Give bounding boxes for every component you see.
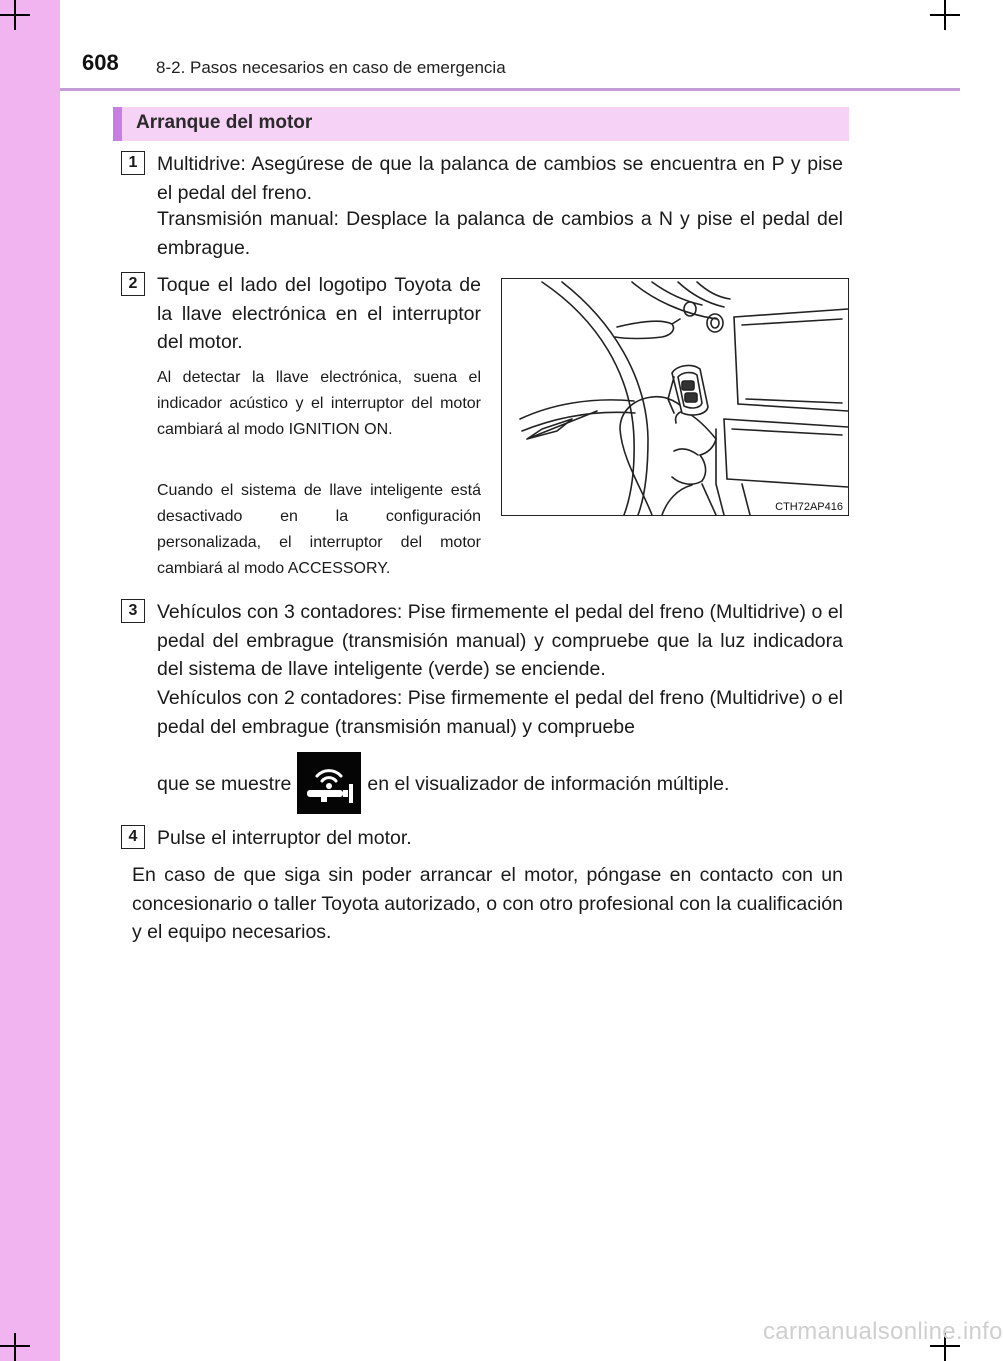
- dashboard-hand-key-drawing: [502, 279, 848, 515]
- step-2-note-1: Al detectar la llave electrónica, suena el indicador acústico y el interruptor del motor cambiará al modo IGNITION ON.: [157, 369, 481, 438]
- step-3-icon-after: en el visualizador de información múltiple.: [367, 773, 730, 795]
- step-4-text: Pulse el interruptor del motor.: [157, 827, 412, 849]
- step-2-note-2: Cuando el sistema de llave inteligente está desactivado en la configuración personalizada, el interruptor del motor cambiará al modo ACCESSORY.: [157, 482, 481, 577]
- step-2-badge: 2: [121, 272, 145, 296]
- crop-mark: [14, 0, 16, 30]
- step-3-badge: 3: [121, 599, 145, 623]
- step-4-badge: 4: [121, 825, 145, 849]
- step-1-text: Multidrive: Asegúrese de que la palanca de cambios se encuentra en P y pise el pedal del freno.: [157, 153, 843, 204]
- closing-paragraph: En caso de que siga sin poder arrancar el motor, póngase en contacto con un concesionario o taller Toyota autorizado, o con otro profesional con la cualificación y el equipo necesarios.: [132, 864, 843, 943]
- step-3-icon-line: [157, 752, 843, 816]
- key-to-switch-illustration: [501, 278, 849, 516]
- page-number: 608: [82, 50, 119, 75]
- section-heading-bar: [113, 107, 849, 141]
- page-sidebar: [0, 0, 60, 1361]
- step-3-text: Vehículos con 3 contadores: Pise firmemente el pedal del freno (Multidrive) o el pedal del embrague (transmisión manual) y compruebe que la luz indicadora del sistema de llave inteligente (verde) se enciende.: [157, 601, 843, 680]
- figure-code: CTH72AP416: [775, 501, 843, 513]
- crop-mark: [944, 0, 946, 30]
- step-1-badge: 1: [121, 151, 145, 175]
- section-title: Arranque del motor: [136, 112, 313, 133]
- crop-mark: [14, 1333, 16, 1361]
- header-rule: [60, 88, 960, 91]
- step-3-icon-before: que se muestre: [157, 773, 292, 795]
- smart-key-indicator-icon: [297, 752, 361, 814]
- step-1-text-2: Transmisión manual: Desplace la palanca de cambios a N y pise el pedal del embrague.: [157, 208, 843, 259]
- step-3-text-2: Vehículos con 2 contadores: Pise firmemente el pedal del freno (Multidrive) o el pedal del embrague (transmisión manual) y compruebe: [157, 687, 843, 738]
- watermark: carmanualsonline.info: [763, 1318, 1003, 1345]
- step-2-text: Toque el lado del logotipo Toyota de la llave electrónica en el interruptor del motor.: [157, 274, 481, 353]
- running-header: 8-2. Pasos necesarios en caso de emergencia: [156, 58, 506, 77]
